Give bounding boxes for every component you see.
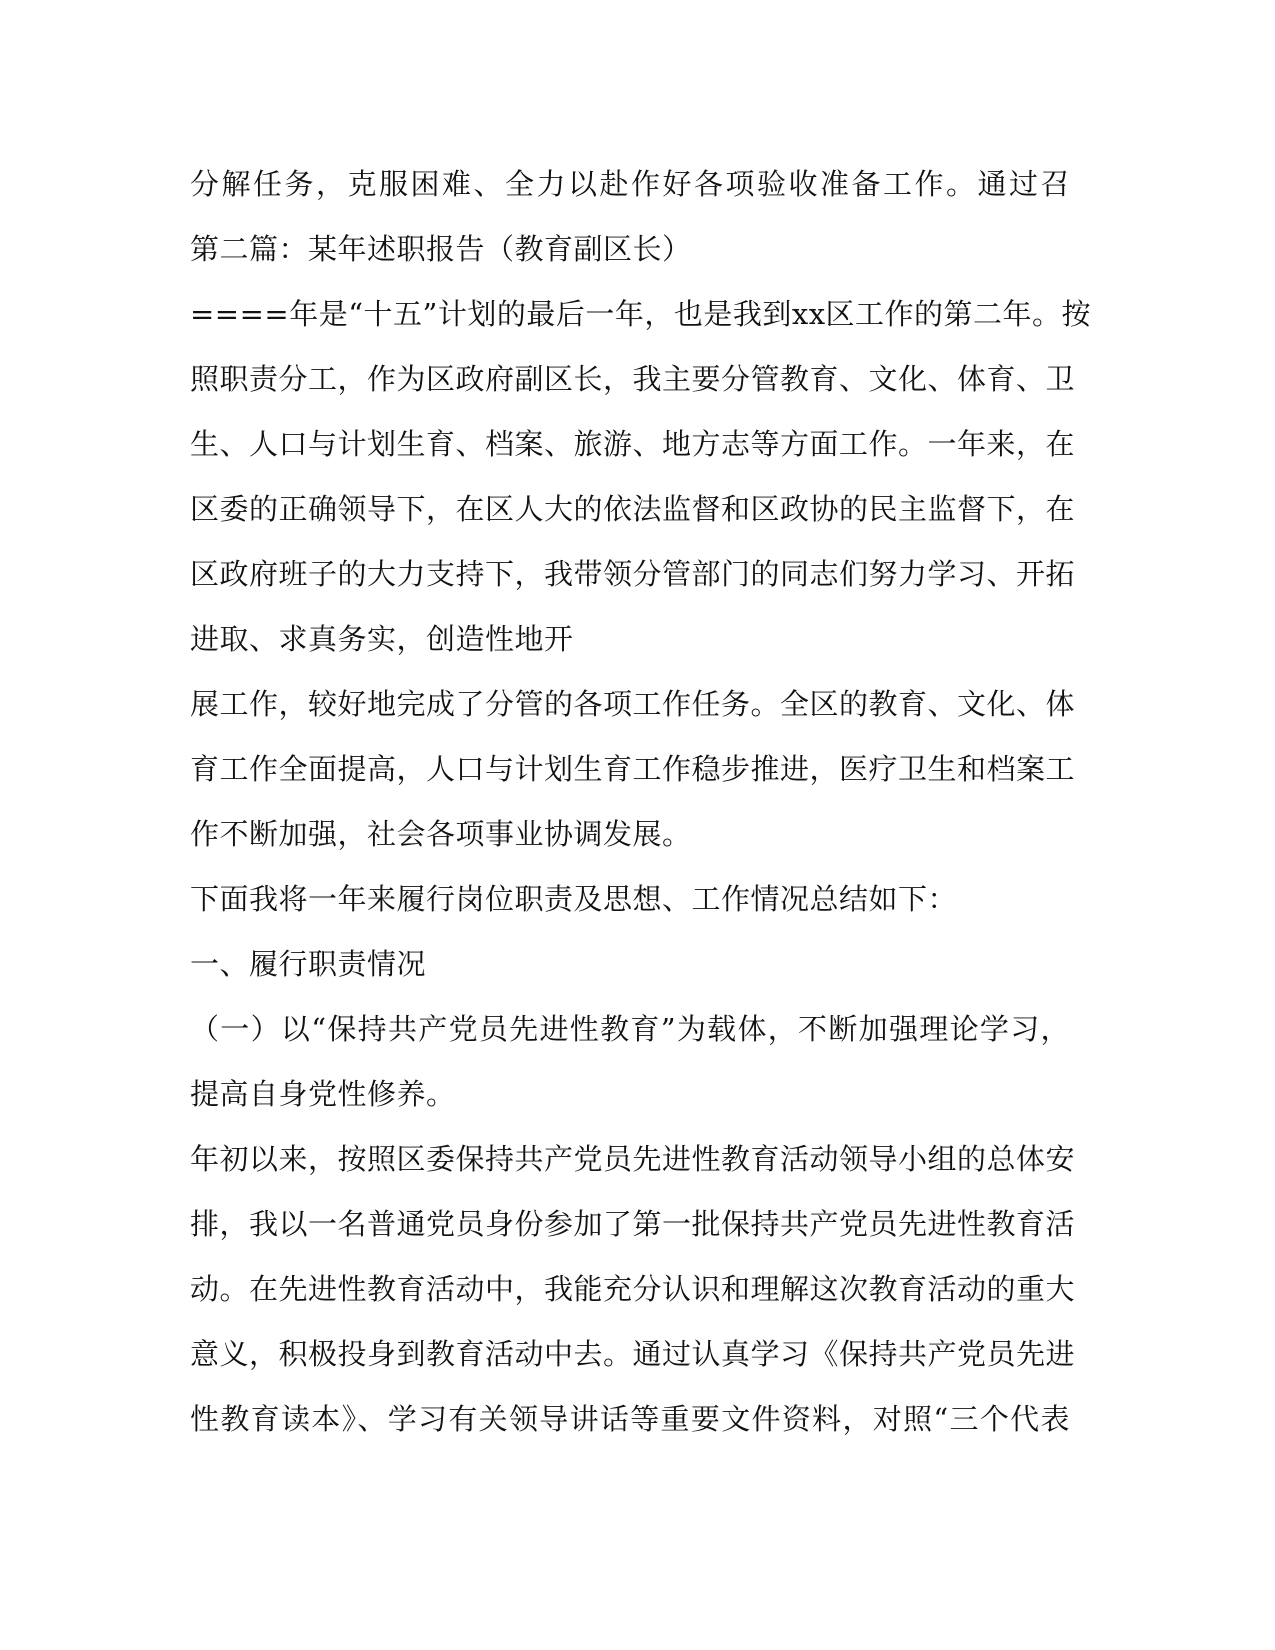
section-title: 第二篇：某年述职报告（教育副区长） bbox=[190, 232, 692, 266]
text-line-12: 下面我将一年来履行岗位职责及思想、工作情况总结如下： bbox=[190, 882, 958, 916]
section-heading: 一、履行职责情况 bbox=[190, 947, 427, 981]
text-line-16: 年初以来，按照区委保持共产党员先进性教育活动领导小组的总体安 bbox=[190, 1142, 1076, 1176]
text-line-4: 照职责分工，作为区政府副区长，我主要分管教育、文化、体育、卫 bbox=[190, 362, 1076, 396]
text-line-1: 分解任务，克服困难、全力以赴作好各项验收准备工作。通过召 bbox=[190, 167, 1070, 201]
text-line-5: 生、人口与计划生育、档案、旅游、地方志等方面工作。一年来，在 bbox=[190, 427, 1076, 461]
text-line-18: 动。在先进性教育活动中，我能充分认识和理解这次教育活动的重大 bbox=[190, 1272, 1076, 1306]
subsection-heading: （一）以“保持共产党员先进性教育”为载体，不断加强理论学习， bbox=[190, 1012, 1070, 1046]
text-line-11: 作不断加强，社会各项事业协调发展。 bbox=[190, 817, 692, 851]
text-line-8: 进取、求真务实，创造性地开 bbox=[190, 622, 574, 656]
text-line-17: 排，我以一名普通党员身份参加了第一批保持共产党员先进性教育活 bbox=[190, 1207, 1076, 1241]
text-line-9: 展工作，较好地完成了分管的各项工作任务。全区的教育、文化、体 bbox=[190, 687, 1076, 721]
text-line-7: 区政府班子的大力支持下，我带领分管部门的同志们努力学习、开拓 bbox=[190, 557, 1076, 591]
subsection-heading-cont: 提高自身党性修养。 bbox=[190, 1077, 456, 1111]
text-line-20: 性教育读本》、学习有关领导讲话等重要文件资料，对照“三个代表 bbox=[190, 1402, 1070, 1436]
text-line-3: ====年是“十五”计划的最后一年，也是我到xx区工作的第二年。按 bbox=[190, 297, 1092, 331]
text-line-10: 育工作全面提高，人口与计划生育工作稳步推进，医疗卫生和档案工 bbox=[190, 752, 1076, 786]
document-body bbox=[190, 152, 1092, 1452]
text-line-6: 区委的正确领导下，在区人大的依法监督和区政协的民主监督下，在 bbox=[190, 492, 1076, 526]
text-line-19: 意义，积极投身到教育活动中去。通过认真学习《保持共产党员先进 bbox=[190, 1337, 1076, 1371]
